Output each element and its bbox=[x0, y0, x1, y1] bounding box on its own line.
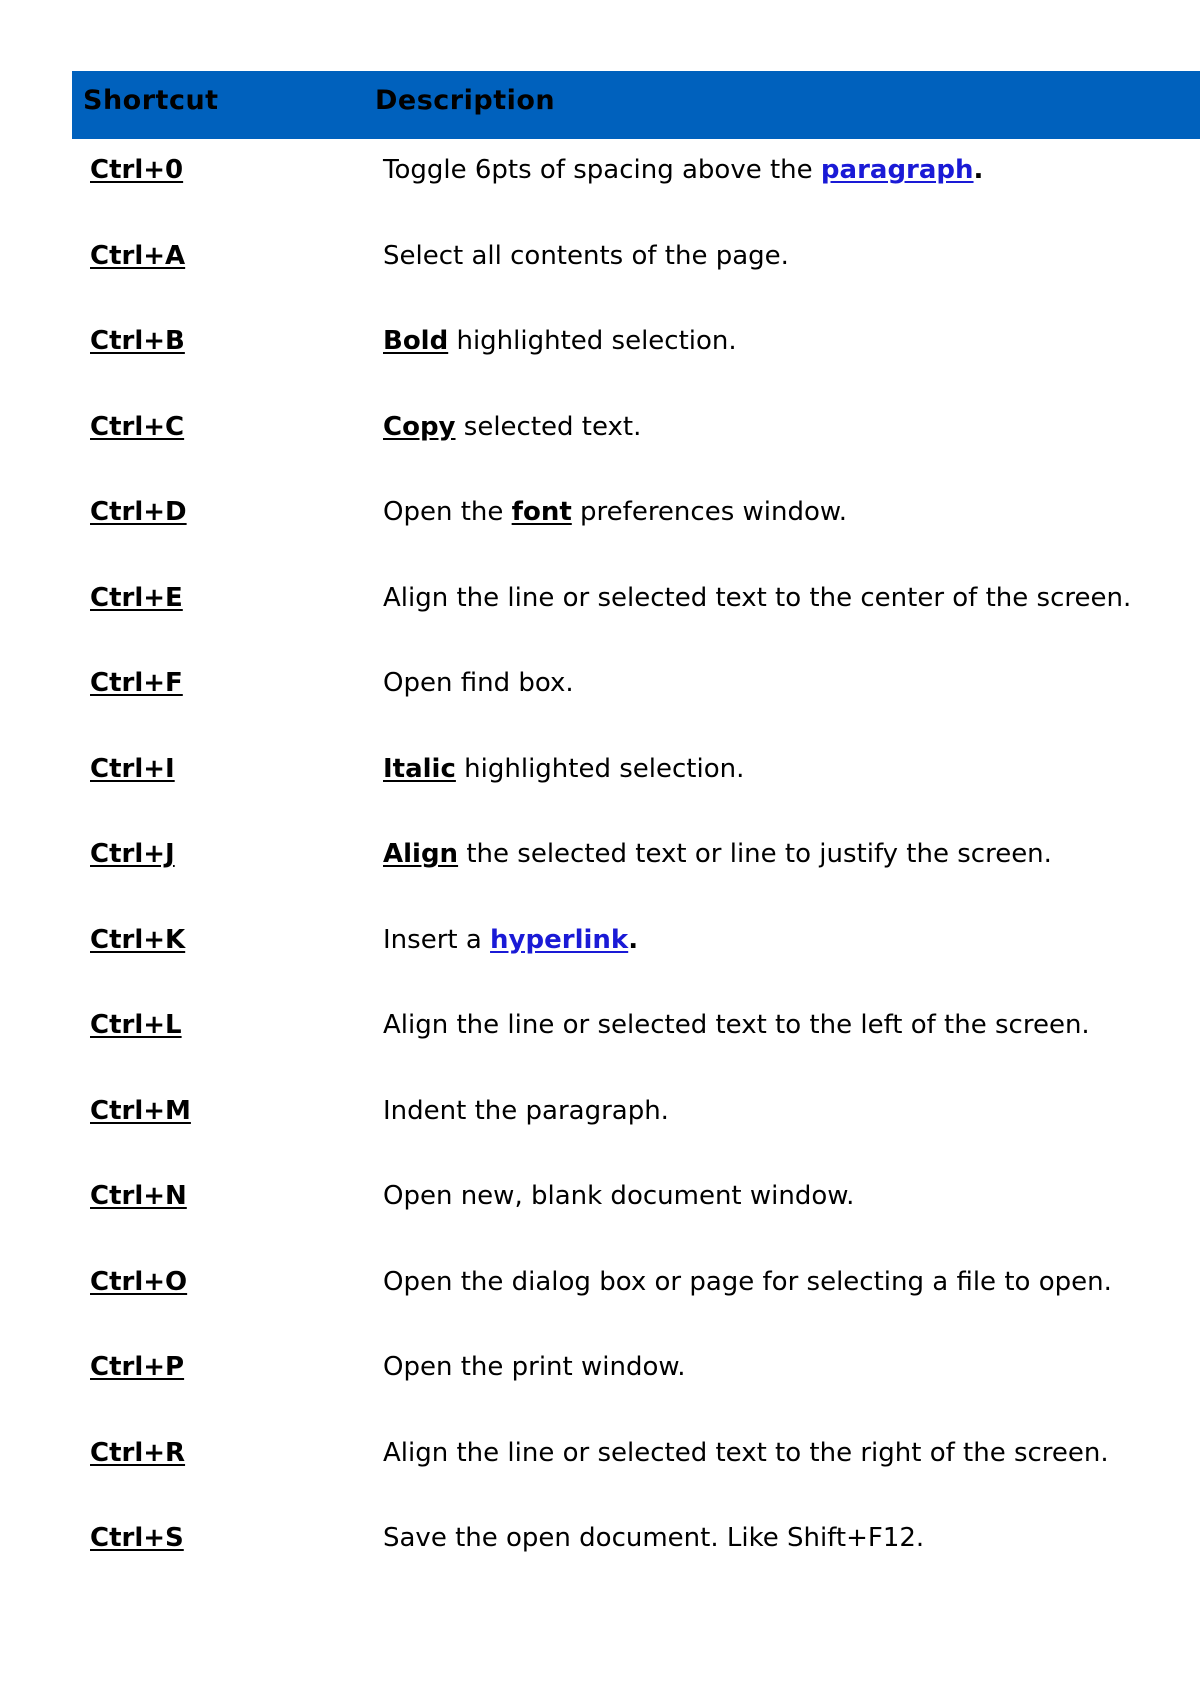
shortcut-description bbox=[383, 839, 1052, 869]
description-text: Align the line or selected text to the right of the screen. bbox=[383, 1437, 1109, 1468]
header-shortcut: Shortcut bbox=[83, 85, 219, 116]
shortcut-description bbox=[383, 1181, 854, 1211]
description-text: Insert a bbox=[383, 924, 491, 955]
description-text: Open find box. bbox=[383, 668, 574, 698]
shortcut-key-link[interactable]: Ctrl+O bbox=[90, 1266, 188, 1297]
shortcut-description bbox=[383, 1352, 686, 1382]
shortcut-description bbox=[383, 326, 737, 356]
shortcut-key-link[interactable]: Ctrl+S bbox=[90, 1523, 184, 1553]
shortcut-description bbox=[383, 412, 641, 442]
description-text: Align the line or selected text to the center of the screen. bbox=[383, 582, 1132, 613]
description-text: Open the bbox=[383, 497, 512, 527]
description-text: Toggle 6pts of spacing above the bbox=[383, 155, 821, 185]
description-text-tail: . bbox=[973, 155, 984, 185]
shortcut-key-link[interactable]: Ctrl+L bbox=[90, 1010, 182, 1040]
table-header bbox=[72, 71, 1200, 139]
description-text: Save the open document. Like Shift+F12. bbox=[383, 1523, 925, 1553]
header-description: Description bbox=[375, 85, 556, 116]
shortcut-key-link[interactable]: Ctrl+I bbox=[90, 753, 175, 784]
table-row bbox=[72, 1422, 1200, 1508]
description-text: Open new, blank document window. bbox=[383, 1181, 855, 1211]
description-text: Open the print window. bbox=[383, 1352, 686, 1382]
table-row bbox=[72, 1080, 1200, 1166]
table-row bbox=[72, 481, 1200, 567]
shortcut-key-link[interactable]: Ctrl+B bbox=[90, 326, 185, 356]
table-row bbox=[72, 139, 1200, 225]
table-row bbox=[72, 310, 1200, 396]
shortcut-key-link[interactable]: Ctrl+P bbox=[90, 1352, 185, 1382]
shortcut-table bbox=[72, 71, 1200, 1593]
description-text: Open the dialog box or page for selecting a file to open. bbox=[383, 1266, 1112, 1297]
description-text-tail: the selected text or line to justify the screen. bbox=[458, 839, 1052, 869]
description-text: Indent the paragraph. bbox=[383, 1095, 669, 1126]
shortcut-key-link[interactable]: Ctrl+A bbox=[90, 240, 186, 271]
table-row bbox=[72, 909, 1200, 995]
description-link[interactable]: Align bbox=[383, 839, 459, 869]
table-row bbox=[72, 1507, 1200, 1593]
shortcut-description bbox=[383, 668, 574, 698]
shortcut-key-link[interactable]: Ctrl+M bbox=[90, 1095, 191, 1126]
shortcut-description bbox=[383, 1267, 1112, 1297]
shortcut-description bbox=[383, 583, 1131, 613]
shortcut-description bbox=[383, 1523, 924, 1553]
description-text-tail: preferences window. bbox=[571, 497, 848, 527]
description-text: Align the line or selected text to the left of the screen. bbox=[383, 1010, 1090, 1040]
shortcut-key-link[interactable]: Ctrl+R bbox=[90, 1437, 186, 1468]
table-row bbox=[72, 1165, 1200, 1251]
description-link[interactable]: hyperlink bbox=[490, 924, 629, 955]
description-text-tail: highlighted selection. bbox=[448, 326, 737, 356]
shortcut-key-link[interactable]: Ctrl+F bbox=[90, 668, 183, 698]
table-body bbox=[72, 139, 1200, 1593]
description-link[interactable]: Bold bbox=[383, 326, 449, 356]
description-link[interactable]: paragraph bbox=[820, 155, 974, 185]
shortcut-description bbox=[383, 497, 847, 527]
description-link[interactable]: Italic bbox=[383, 753, 456, 784]
description-link[interactable]: font bbox=[511, 497, 572, 527]
table-row bbox=[72, 1336, 1200, 1422]
table-row bbox=[72, 567, 1200, 653]
table-row bbox=[72, 652, 1200, 738]
shortcut-key-link[interactable]: Ctrl+C bbox=[90, 411, 185, 442]
table-row bbox=[72, 225, 1200, 311]
description-text-tail: selected text. bbox=[455, 411, 642, 442]
description-link[interactable]: Copy bbox=[383, 411, 456, 442]
shortcut-key-link[interactable]: Ctrl+N bbox=[90, 1181, 187, 1211]
shortcut-key-link[interactable]: Ctrl+0 bbox=[90, 155, 184, 185]
table-row bbox=[72, 738, 1200, 824]
table-row bbox=[72, 396, 1200, 482]
description-text-tail: highlighted selection. bbox=[455, 753, 745, 784]
shortcut-description bbox=[383, 1438, 1109, 1468]
shortcut-description bbox=[383, 925, 638, 955]
shortcut-description bbox=[383, 1010, 1090, 1040]
table-row bbox=[72, 994, 1200, 1080]
shortcut-description bbox=[383, 155, 983, 185]
shortcut-description bbox=[383, 241, 789, 271]
description-text-tail: . bbox=[628, 924, 639, 955]
shortcut-description bbox=[383, 1096, 669, 1126]
shortcut-key-link[interactable]: Ctrl+E bbox=[90, 582, 183, 613]
shortcut-key-link[interactable]: Ctrl+D bbox=[90, 497, 187, 527]
table-row bbox=[72, 823, 1200, 909]
shortcut-description bbox=[383, 754, 744, 784]
shortcut-key-link[interactable]: Ctrl+K bbox=[90, 924, 186, 955]
description-text: Select all contents of the page. bbox=[383, 240, 789, 271]
table-row bbox=[72, 1251, 1200, 1337]
shortcut-key-link[interactable]: Ctrl+J bbox=[90, 839, 175, 869]
